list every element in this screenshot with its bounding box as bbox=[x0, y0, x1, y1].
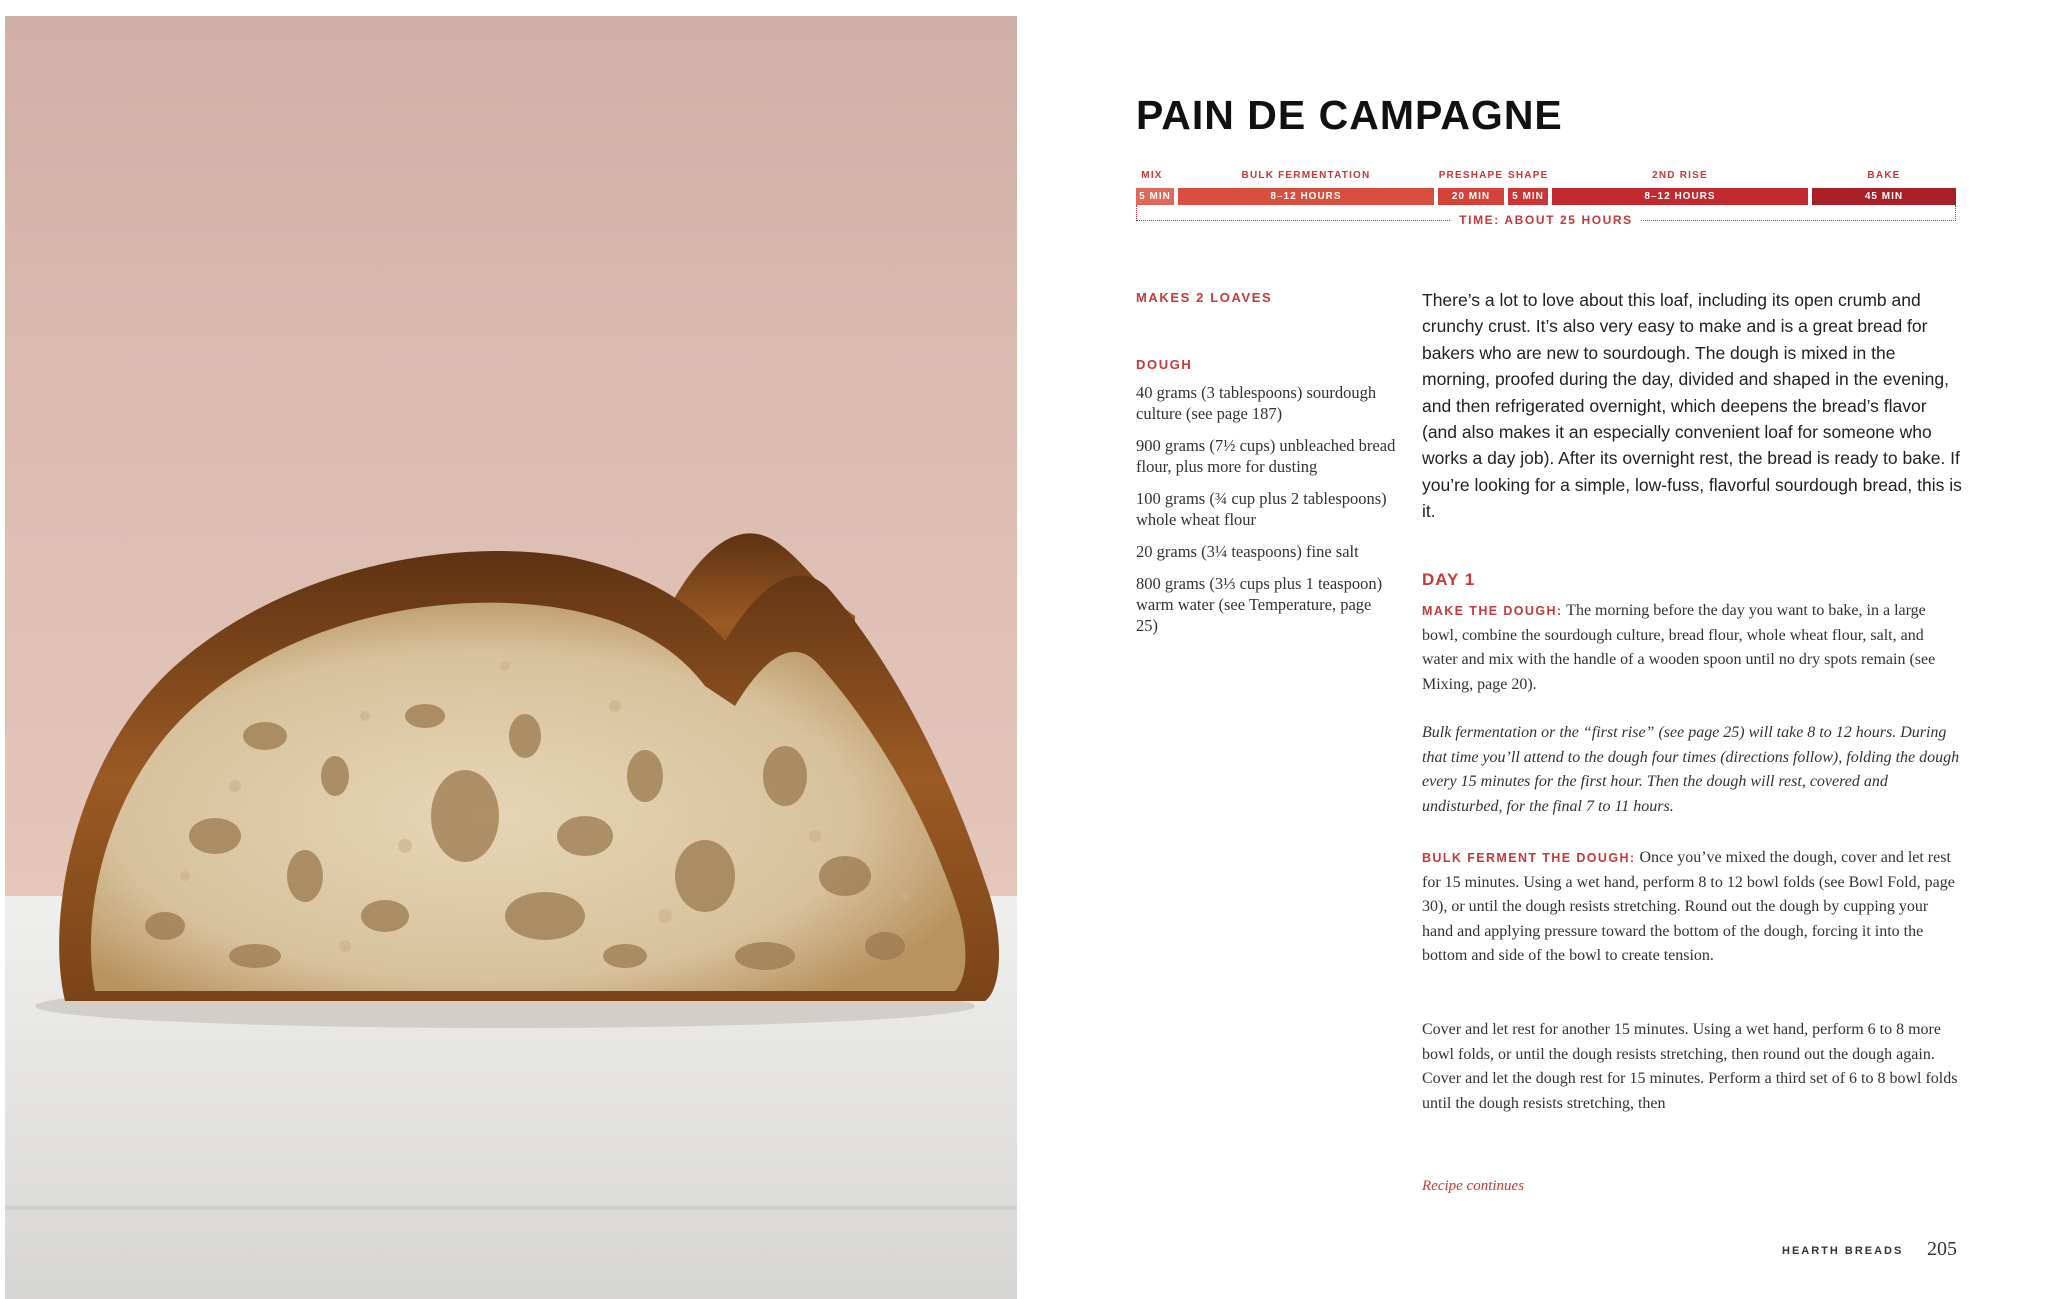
recipe-timeline bbox=[1136, 170, 1956, 250]
running-footer-section: HEARTH BREADS bbox=[1782, 1245, 1904, 1257]
stage-label-mix: MIX bbox=[1141, 170, 1163, 181]
step-text: The morning before the day you want to bake, in a large bowl, combine the sourdough culture, bread flour, whole wheat flour, salt, and water and mix with the handle of a wooden spoon until no dry spots remain (see Mixing, page 20). bbox=[1422, 602, 1936, 693]
ingredient-list bbox=[1136, 382, 1396, 647]
ingredient-item: 900 grams (7½ cups) unbleached bread flour, plus more for dusting bbox=[1136, 436, 1396, 476]
ingredient-item: 100 grams (¾ cup plus 2 tablespoons) whole wheat flour bbox=[1136, 489, 1387, 529]
step-lead: MAKE THE DOUGH: bbox=[1422, 604, 1563, 618]
day-1-heading: DAY 1 bbox=[1422, 570, 1476, 589]
page-number: 205 bbox=[1927, 1238, 1957, 1260]
ingredient-item: 800 grams (3⅓ cups plus 1 teaspoon) warm water (see Temperature, page 25) bbox=[1136, 574, 1383, 635]
bulk-fermentation-note bbox=[1422, 721, 1962, 819]
stage-label-preshape: PRESHAPE bbox=[1438, 170, 1504, 181]
stage-bar-shape: 5 MIN bbox=[1508, 188, 1548, 205]
recipe-title: PAIN DE CAMPAGNE bbox=[1136, 92, 1563, 138]
bread-photo bbox=[5, 16, 1017, 1299]
step-make-the-dough bbox=[1422, 599, 1962, 697]
step-lead: BULK FERMENT THE DOUGH: bbox=[1422, 851, 1636, 865]
stage-bar-preshape: 20 MIN bbox=[1438, 188, 1504, 205]
stage-label-bake: BAKE bbox=[1867, 170, 1901, 181]
step-text: Cover and let rest for another 15 minutes. Using a wet hand, perform 6 to 8 more bowl folds, or until the dough resists stretching, then round out the dough again. Cover and let the dough rest for 15 minutes. Perform a third set of 6 to 8 bowl folds until the dough resists stretching, then bbox=[1422, 1021, 1958, 1112]
step-text: Bulk fermentation or the “first rise” (see page 25) will take 8 to 12 hours. During that time you’ll attend to the dough four times (directions follow), folding the dough every 15 minutes for the first hour. Then the dough will rest, covered and undisturbed, for the final 7 to 11 hours. bbox=[1422, 724, 1960, 815]
stage-bar-bake: 45 MIN bbox=[1812, 188, 1956, 205]
ingredients-heading: DOUGH bbox=[1136, 357, 1193, 372]
stage-label-bulk-fermentation: BULK FERMENTATION bbox=[1241, 170, 1371, 181]
stage-label-shape: SHAPE bbox=[1508, 170, 1549, 181]
recipe-continues-link[interactable]: Recipe continues bbox=[1422, 1178, 1525, 1194]
total-time-label: TIME: ABOUT 25 HOURS bbox=[1451, 213, 1641, 227]
step-bulk-ferment bbox=[1422, 846, 1962, 969]
stage-bar-2nd-rise: 8–12 HOURS bbox=[1552, 188, 1808, 205]
bread-photo-art bbox=[5, 16, 1017, 1299]
yield-label: MAKES 2 LOAVES bbox=[1136, 290, 1273, 305]
recipe-intro: There’s a lot to love about this loaf, including its open crumb and crunchy crust. It’s also very easy to make and is a great bread for bakers who are new to sourdough. The dough is mixed in the morning, proofed during the day, divided and shaped in the evening, and then refrigerated overnight, which deepens the bread’s flavor (and also makes it an especially convenient loaf for someone who works a day job). After its overnight rest, the bread is ready to bake. If you’re looking for a simple, low-fuss, flavorful sourdough bread, this is it. bbox=[1422, 290, 1962, 522]
step-fold-continued bbox=[1422, 1018, 1962, 1116]
stage-bar-mix: 5 MIN bbox=[1136, 188, 1174, 205]
ingredient-item: 20 grams (3¼ teaspoons) fine salt bbox=[1136, 542, 1359, 561]
step-text: Once you’ve mixed the dough, cover and let rest for 15 minutes. Using a wet hand, perform 8 to 12 bowl folds (see Bowl Fold, page 30), or until the dough resists stretching. Round out the dough by cupping your hand and applying pressure toward the bottom of the dough, forcing it into the bottom and side of the bowl to create tension. bbox=[1422, 849, 1955, 964]
ingredient-item: 40 grams (3 tablespoons) sourdough culture (see page 187) bbox=[1136, 383, 1377, 423]
stage-bar-bulk-fermentation: 8–12 HOURS bbox=[1178, 188, 1434, 205]
stage-label-2nd-rise: 2ND RISE bbox=[1652, 170, 1708, 181]
